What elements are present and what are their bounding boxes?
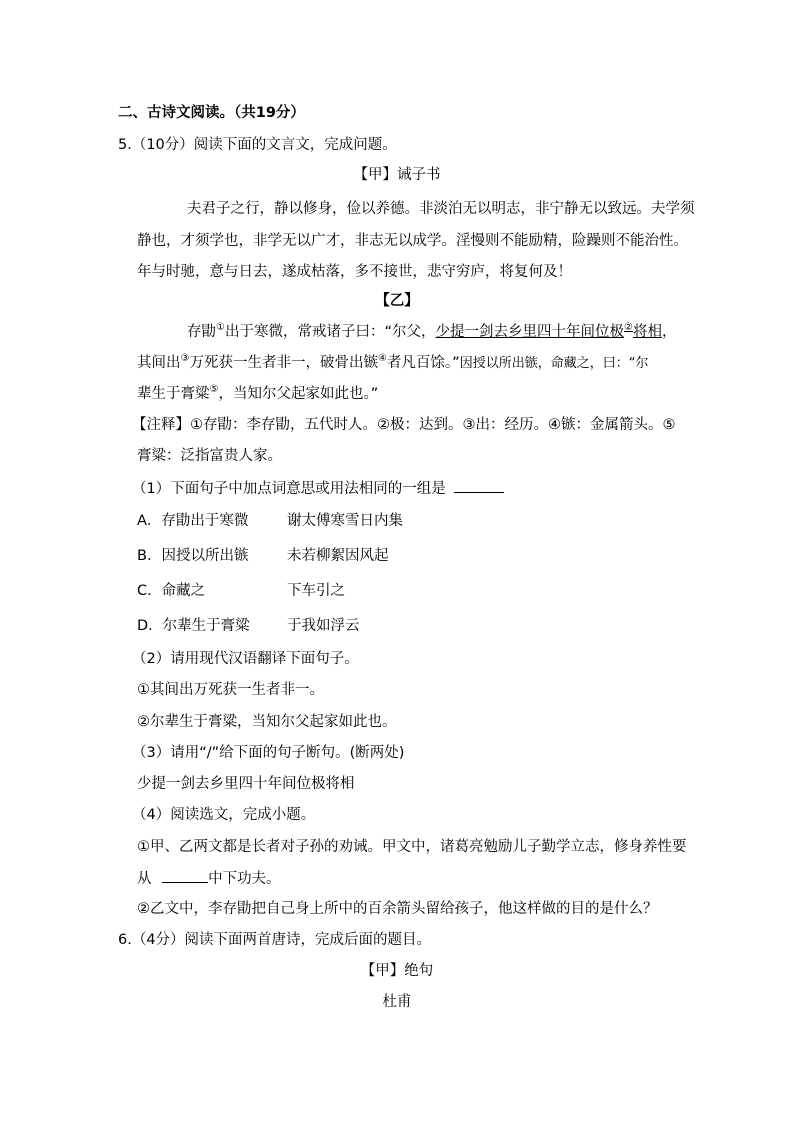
underlined-sentence-end: 将相: [632, 324, 662, 340]
sub-question-4-item-1-line-1: ①甲、乙两文都是长者对子孙的劝诫。甲文中，诸葛亮勉励儿子勤学立志，修身养性要: [137, 839, 687, 855]
option-a-right: 谢太傅寒雪日内集: [287, 513, 403, 529]
passage-jia-line-3: 年与时驰，意与日去，遂成枯落，多不接世，悲守穷庐，将复何及！: [137, 264, 572, 280]
poem-jia-title: 【甲】绝句: [360, 963, 434, 979]
option-d-right: 于我如浮云: [287, 618, 360, 634]
passage-yi-line-3: [137, 384, 378, 404]
footnote-mark: ⑤: [209, 384, 219, 395]
sub-question-2: （2）请用现代汉语翻译下面句子。: [132, 651, 359, 667]
passage-text: 因授以所出镞，命藏之，曰：“尔: [459, 356, 649, 371]
footnote-mark: ④: [377, 353, 387, 364]
passage-text: 出于寒微，常戒诸子曰：“尔父，: [224, 324, 436, 340]
question-6-stem: 6.（4分）阅读下面两首唐诗，完成后面的题目。: [118, 932, 432, 948]
passage-jia-title: 【甲】诫子书: [353, 167, 441, 183]
section-title: 二、古诗文阅读。（共19分）: [118, 105, 305, 121]
passage-yi-line-2: [137, 353, 648, 374]
footnote-mark: ③: [180, 353, 190, 364]
sub-question-1: [132, 478, 504, 499]
poem-author: 杜甫: [382, 994, 412, 1010]
sub-question-4-item-2: ②乙文中，李存勖把自己身上所中的百余箭头留给孩子，他这样做的目的是什么？: [137, 901, 658, 917]
answer-blank[interactable]: [162, 868, 208, 883]
passage-text: 万死获一生者非一，破骨出镞: [189, 355, 378, 371]
passage-text: 辈生于膏粱: [137, 386, 210, 402]
passage-text: ，当知尔父起家如此也。”: [218, 386, 379, 402]
sub-question-3-sentence: 少提一剑去乡里四十年间位极将相: [137, 776, 355, 792]
passage-yi-title: 【乙】: [375, 293, 419, 309]
option-d-left: D．尔辈生于膏粱: [137, 618, 250, 634]
sub-question-4-text: 从: [137, 871, 152, 887]
sub-question-4-text: 中下功夫。: [208, 871, 281, 887]
sub-question-1-text: （1）下面句子中加点词意思或用法相同的一组是: [132, 481, 446, 497]
option-b-right: 未若柳絮因风起: [287, 548, 389, 564]
sub-question-3: （3）请用“/”给下面的句子断句。(断两处): [132, 745, 405, 761]
underlined-sentence: 少提一剑去乡里四十年间位极: [435, 324, 624, 340]
annotation-line-1: 【注释】①存勖：李存勖，五代时人。②极：达到。③出：经历。④镞：金属箭头。⑤: [132, 417, 676, 433]
answer-blank[interactable]: [454, 478, 504, 493]
sub-question-2-item-1: ①其间出万死获一生者非一。: [137, 682, 324, 698]
passage-text: 者凡百馀。”: [386, 355, 460, 371]
passage-yi-line-1: [187, 322, 676, 342]
option-b-left: B．因授以所出镞: [137, 548, 249, 564]
footnote-mark: ②: [623, 322, 633, 333]
sub-question-4: （4）阅读选文，完成小题。: [132, 807, 316, 823]
option-c-right: 下车引之: [287, 583, 345, 599]
footnote-mark: ①: [216, 322, 225, 333]
passage-jia-line-1: 夫君子之行，静以修身，俭以养德。非淡泊无以明志，非宁静无以致远。夫学须: [187, 201, 695, 217]
passage-text: 存勖: [187, 324, 216, 340]
option-a-left: A．存勖出于寒微: [137, 513, 249, 529]
passage-text: 其间出: [137, 355, 181, 371]
passage-text: ，: [661, 324, 677, 340]
sub-question-4-item-1-line-2: [137, 868, 281, 889]
option-c-left: C．命藏之: [137, 583, 206, 599]
sub-question-2-item-2: ②尔辈生于膏粱，当知尔父起家如此也。: [137, 714, 397, 730]
question-5-stem: 5.（10分）阅读下面的文言文，完成问题。: [118, 137, 397, 153]
passage-jia-line-2: 静也，才须学也，非学无以广才，非志无以成学。淫慢则不能励精，险躁则不能治性。: [137, 233, 688, 249]
annotation-line-2: 膏粱：泛指富贵人家。: [137, 448, 282, 464]
